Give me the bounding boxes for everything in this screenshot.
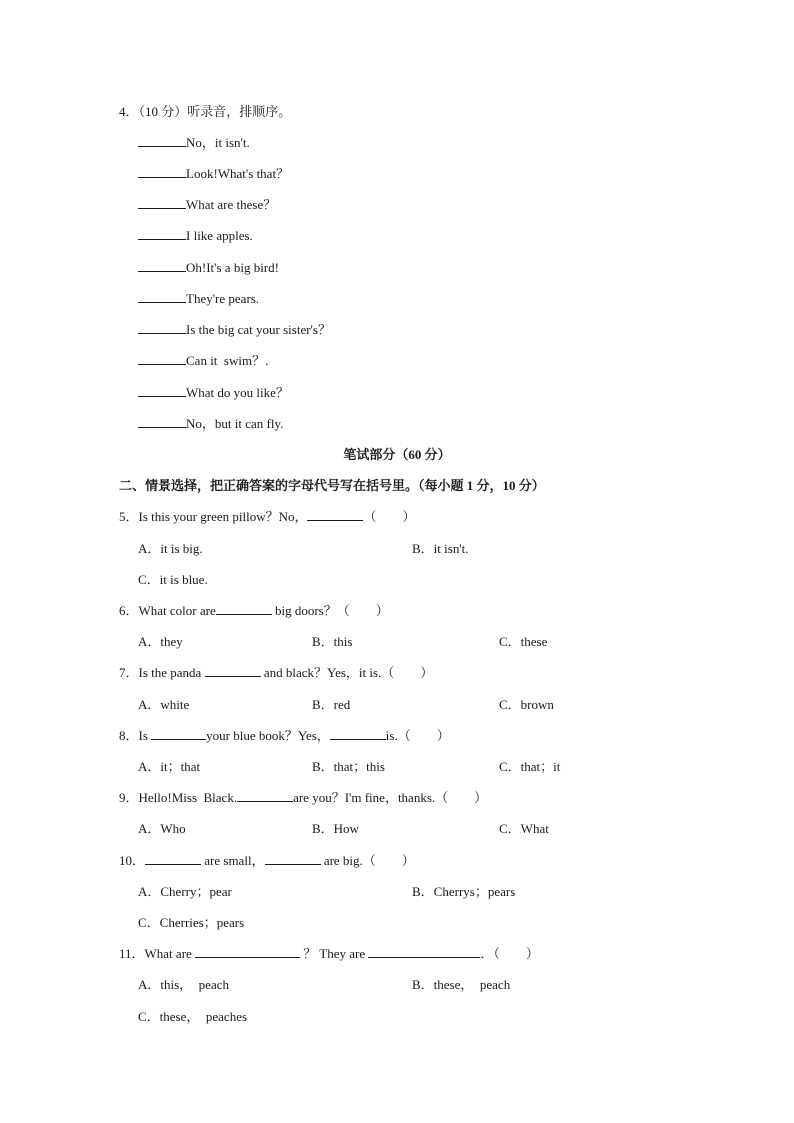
option-a: A．white (138, 697, 190, 712)
option-c: C．brown (499, 697, 554, 712)
question-6: 6．What color are big doors？（ ） (119, 603, 389, 618)
answer-blank[interactable] (145, 852, 201, 865)
option-c: C．it is blue. (138, 572, 208, 587)
list-item: What are these？ (138, 196, 276, 214)
answer-blank[interactable] (205, 664, 261, 677)
answer-blank[interactable] (138, 415, 186, 428)
option-a: A．it is big. (138, 541, 203, 556)
list-item: Oh!It's a big bird! (138, 259, 279, 277)
answer-parentheses[interactable]: are big.（ ） (320, 853, 415, 868)
answer-blank[interactable] (151, 727, 206, 740)
question-4-title: 4．（10 分）听录音，排顺序。 (119, 104, 292, 119)
option-b: B．this (312, 634, 353, 649)
answer-blank[interactable] (138, 259, 186, 272)
question-8: 8．Is your blue book？Yes， is.（ ） (119, 728, 450, 743)
question-5: 5．Is this your green pillow？No， （ ） (119, 509, 416, 524)
option-a: A．Cherry；pear (138, 884, 232, 899)
section-title: 笔试部分（60 分） (343, 447, 451, 462)
option-c: C．these， peaches (138, 1009, 248, 1024)
option-a: A．this， peach (138, 977, 229, 992)
list-item: No，it isn't. (138, 134, 250, 152)
question-7: 7．Is the panda and black？Yes，it is.（ ） (119, 665, 434, 680)
option-c: C．Cherries；pears (138, 915, 245, 930)
part-2-title: 二、情景选择，把正确答案的字母代号写在括号里。（每小题 1 分，10 分） (119, 478, 545, 493)
answer-parentheses[interactable]: big doors？（ ） (271, 603, 389, 618)
answer-parentheses[interactable]: and black？Yes，it is.（ ） (260, 665, 434, 680)
answer-parentheses[interactable]: ．（ ） (480, 946, 539, 961)
answer-blank[interactable] (368, 945, 480, 958)
option-b: B．it isn't. (412, 541, 469, 556)
answer-blank[interactable] (265, 852, 321, 865)
list-item: They're pears. (138, 290, 259, 308)
list-item: What do you like？ (138, 384, 289, 402)
answer-blank[interactable] (138, 384, 186, 397)
answer-blank[interactable] (216, 602, 272, 615)
answer-blank[interactable] (330, 727, 386, 740)
answer-blank[interactable] (138, 352, 186, 365)
list-item: Is the big cat your sister's？ (138, 321, 331, 339)
answer-blank[interactable] (307, 508, 363, 521)
option-a: A．it；that (138, 759, 201, 774)
answer-blank[interactable] (138, 165, 186, 178)
list-item: Look!What's that？ (138, 165, 289, 183)
answer-blank[interactable] (138, 227, 186, 240)
option-a: A．they (138, 634, 183, 649)
answer-blank[interactable] (138, 321, 186, 334)
option-b: B．red (312, 697, 351, 712)
list-item: Can it swim？. (138, 352, 268, 370)
answer-blank[interactable] (237, 789, 293, 802)
list-item: I like apples. (138, 227, 253, 245)
answer-blank[interactable] (138, 196, 186, 209)
question-11: 11．What are ？ They are ．（ ） (119, 946, 539, 961)
question-9: 9．Hello!Miss Black. are you？I'm fine，thanks.（ ） (119, 790, 488, 805)
answer-parentheses[interactable]: is.（ ） (385, 728, 450, 743)
option-b: B．Cherrys；pears (412, 884, 516, 899)
answer-blank[interactable] (195, 945, 300, 958)
option-c: C．What (499, 821, 549, 836)
option-b: B．How (312, 821, 359, 836)
answer-blank[interactable] (138, 134, 186, 147)
option-c: C．these (499, 634, 548, 649)
question-10: 10． are small， are big.（ ） (119, 853, 415, 868)
answer-blank[interactable] (138, 290, 186, 303)
option-a: A．Who (138, 821, 186, 836)
list-item: No，but it can fly. (138, 415, 283, 433)
answer-parentheses[interactable]: （ ） (363, 509, 416, 524)
option-b: B．that；this (312, 759, 385, 774)
option-b: B．these， peach (412, 977, 511, 992)
answer-parentheses[interactable]: are you？I'm fine，thanks.（ ） (293, 790, 488, 805)
option-c: C．that；it (499, 759, 561, 774)
